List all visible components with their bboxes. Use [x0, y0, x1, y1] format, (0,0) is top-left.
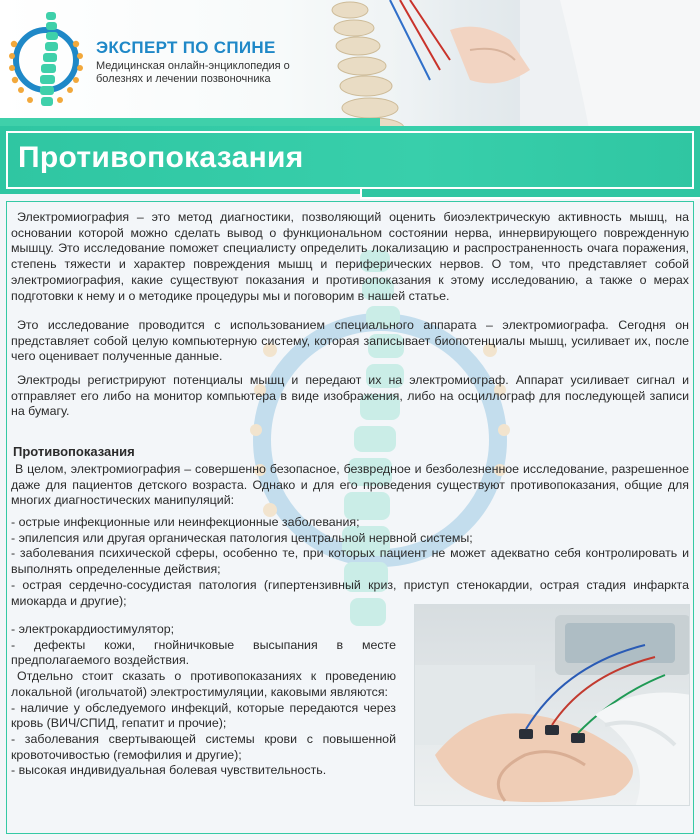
- intro-paragraph-3: Электроды регистрируют потенциалы мышц и передают их на электромиограф. Аппарат усиливает сигнал и отправляет его либо на монитор компьютера в виде изображения, либо на осциллограф для последующей записи на бумагу.: [11, 373, 689, 419]
- site-header: [0, 0, 700, 134]
- brand-tagline: [96, 60, 326, 86]
- title-tab-decoration: [360, 189, 700, 199]
- list-item: - электрокардиостимулятор;: [11, 622, 175, 636]
- list-item: - дефекты кожи, гнойничковые высыпания в месте предполагаемого воздействия.: [11, 637, 396, 668]
- needle-stimulation-lead: Отдельно стоит сказать о противопоказаниях к проведению локальной (игольчатой) электростимуляции, каковыми являются:: [11, 669, 396, 699]
- list-item: - острые инфекционные или неинфекционные заболевания;: [11, 515, 360, 529]
- brand-name[interactable]: ЭКСПЕРТ ПО СПИНЕ: [96, 38, 276, 57]
- general-contraindications-list: [11, 515, 689, 609]
- intro-paragraph-1: Электромиография – это метод диагностики, позволяющий оценить биоэлектрическую активность мышц, на основании которой можно сделать вывод о функциональном состоянии нерва, иннервирующего поврежденную мышцу. Это исследование поможет специалисту определить локализацию и распространенность очага поражения, степень тяжести и характер повреждения мышц и периферических нервов. О том, что представляет собой электромиография, какие существуют показания и противопоказания к этому исследованию, а также о мерах подготовки к нему и о методике процедуры мы и поговорим в нашей статье.: [11, 210, 689, 303]
- section-lead: В целом, электромиография – совершенно безопасное, безвредное и безболезненное исследование, разрешенное даже для пациентов детского возраста. Однако и для его проведения существуют противопоказания, общие для многих диагностических манипуляций:: [11, 462, 689, 508]
- electromyography-procedure-photo: [415, 605, 690, 806]
- list-item: - заболевания психической сферы, особенно те, при которых пациент не может адекватно себя контролировать и выполнять определенные действия;: [11, 546, 689, 577]
- list-item: - острая сердечно-сосудистая патология (гипертензивный криз, приступ стенокардии, острая стадия инфаркта миокарда и другие);: [11, 577, 689, 608]
- list-item: - высокая индивидуальная болевая чувствительность.: [11, 763, 327, 778]
- spine-logo-icon: [8, 10, 90, 110]
- brand-tagline-line2: болезнях и лечении позвоночника: [96, 73, 271, 85]
- list-item: - заболевания свертывающей системы крови с повышенной кровоточивостью (гемофилия и другие);: [11, 731, 396, 762]
- list-item: - наличие у обследуемого инфекций, которые передаются через кровь (ВИЧ/СПИД, гепатит и прочие);: [11, 700, 396, 731]
- procedure-photo-card: [414, 604, 690, 806]
- header-accent-stripe: [0, 118, 380, 126]
- spine-skeleton-photo: [330, 0, 700, 134]
- brand-tagline-line1: Медицинская онлайн-энциклопедия о: [96, 60, 290, 72]
- contraindications-list-continued: [11, 622, 396, 779]
- intro-paragraph-2: Это исследование проводится с использованием специального аппарата – электромиографа. Сегодня он представляет собой целую компьютерную систему, которая записывает биопотенциалы мышц, усиливает их, после чего оценивает полученные данные.: [11, 318, 689, 364]
- list-item: - эпилепсия или другая органическая патология центральной нервной системы;: [11, 530, 473, 545]
- section-heading: Противопоказания: [13, 444, 135, 459]
- page-title: Противопоказания: [18, 141, 304, 174]
